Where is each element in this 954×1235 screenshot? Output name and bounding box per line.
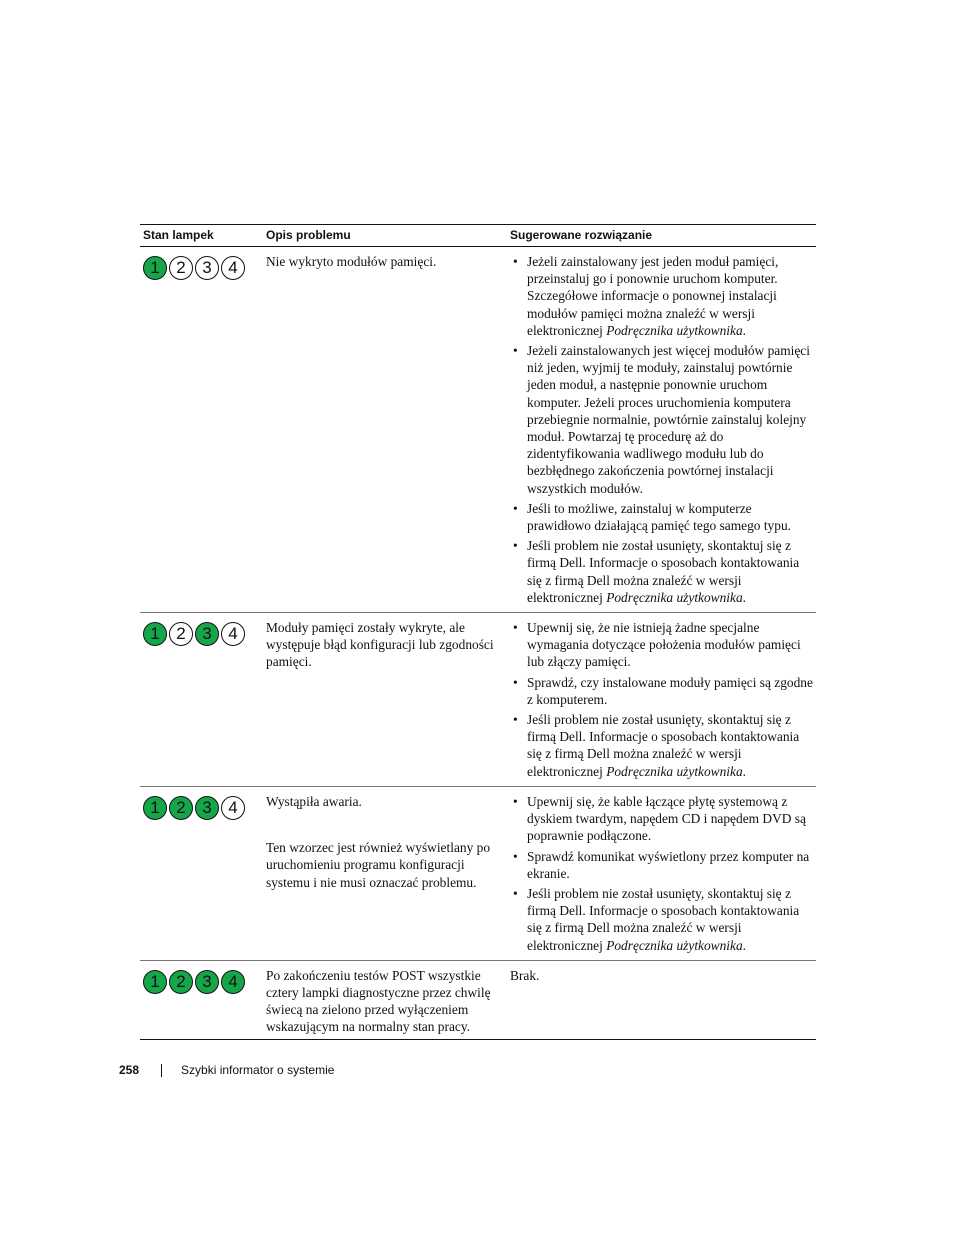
solution-list [510,793,816,954]
solution-text: Jeśli problem nie został usunięty, skontaktuj się z firmą Dell. Informacje o sposobach kontaktowania się z firmą Dell można znaleźć w wersji elektronicznej [527,885,800,953]
diagnostic-light-1-on-icon: 1 [143,796,167,820]
diagnostic-light-2-off-icon: 2 [169,256,193,280]
footer-title: Szybki informator o systemie [181,1063,335,1077]
solution-list [510,619,816,780]
table-row [140,786,816,960]
solution-text: Sprawdź komunikat wyświetlony przez komputer na ekranie. [527,848,810,881]
page-number: 258 [119,1063,140,1077]
solution-text: Jeżeli zainstalowany jest jeden moduł pamięci, przeinstaluj go i ponownie uruchom komputer. Szczegółowe informacje o ponownej instalacji modułów pamięci można znaleźć w wersji elektronicznej [527,254,779,338]
diagnostic-light-3-on-icon: 3 [195,970,219,994]
problem-description-text: Po zakończeniu testów POST wszystkie cztery lampki diagnostyczne przez chwilę świecą na zielono przed wyłączeniem wskazującym na normalny stan pracy. [266,967,491,1035]
solution-text: Jeśli to możliwe, zainstaluj w komputerze prawidłowo działającą pamięć tego samego typu. [527,500,791,534]
suggested-solution-cell [510,960,816,1039]
suggested-solution-cell [510,613,816,787]
manual-title-reference: Podręcznika użytkownika [606,937,743,953]
diagnostic-light-3-off-icon: 3 [195,256,219,280]
solution-item [510,619,816,671]
solution-list [510,253,816,606]
problem-description-cell [266,960,510,1039]
solution-item [510,885,816,954]
problem-description-text: Moduły pamięci zostały wykryte, ale występuje błąd konfiguracji lub zgodności pamięci. [266,620,494,670]
header-suggested-solution: Sugerowane rozwiązanie [510,225,816,247]
solution-text-end: . [742,763,747,779]
solution-text: Brak. [510,967,540,983]
header-light-status: Stan lampek [140,225,266,247]
diagnostic-light-4-on-icon: 4 [221,970,245,994]
diagnostic-lights-pattern [143,970,266,994]
solution-item [510,537,816,606]
diagnostic-light-2-on-icon: 2 [169,970,193,994]
diagnostic-light-4-off-icon: 4 [221,256,245,280]
solution-item [510,711,816,780]
solution-text: Sprawdź, czy instalowane moduły pamięci są zgodne z komputerem. [527,674,813,707]
diagnostic-light-1-on-icon: 1 [143,970,167,994]
problem-description-cell [266,786,510,960]
diagnostic-light-4-off-icon: 4 [221,796,245,820]
light-status-cell [140,247,266,613]
table-row [140,247,816,613]
diagnostic-lights-pattern [143,256,266,280]
solution-item [510,342,816,497]
solution-text-end: . [742,322,747,338]
solution-text: Upewnij się, że kable łączące płytę systemową z dyskiem twardym, napędem CD i napędem DVD są poprawnie podłączone. [527,793,806,844]
solution-text-end: . [742,589,747,605]
diagnostic-lights-pattern [143,796,266,820]
diagnostic-light-2-off-icon: 2 [169,622,193,646]
suggested-solution-cell [510,247,816,613]
light-status-cell [140,960,266,1039]
diagnostic-light-4-off-icon: 4 [221,622,245,646]
solution-text: Jeśli problem nie został usunięty, skontaktuj się z firmą Dell. Informacje o sposobach kontaktowania się z firmą Dell można znaleźć w wersji elektronicznej [527,538,800,605]
table-row [140,960,816,1039]
diagnostic-lights-pattern [143,622,266,646]
solution-text-end: . [742,937,747,953]
suggested-solution-cell [510,786,816,960]
problem-description-cell [266,613,510,787]
problem-description-cell [266,247,510,613]
solution-text: Jeśli problem nie został usunięty, skontaktuj się z firmą Dell. Informacje o sposobach kontaktowania się z firmą Dell można znaleźć w wersji elektronicznej [527,712,800,779]
solution-text: Jeżeli zainstalowanych jest więcej modułów pamięci niż jeden, wyjmij te moduły, zainstaluj powtórnie jeden moduł, a następnie ponownie uruchom komputer. Jeżeli proces uruchomienia komputera przebiegnie normalnie, powtórnie zainstaluj kolejny moduł. Powtarzaj tę procedurę aż do zidentyfikowania wadliwego modułu lub do bezbłędnego zakończenia powtórnej instalacji wszystkich modułów. [527,343,810,496]
problem-description-text: Nie wykryto modułów pamięci. [266,254,437,269]
diagnostic-light-1-on-icon: 1 [143,256,167,280]
diagnostic-light-3-on-icon: 3 [195,796,219,820]
footer-separator [161,1064,162,1077]
solution-item [510,793,816,845]
solution-item [510,500,816,534]
light-status-cell [140,786,266,960]
manual-title-reference: Podręcznika użytkownika [606,763,743,779]
table-body [140,247,816,1040]
solution-text: Upewnij się, że nie istnieją żadne specjalne wymagania dotyczące położenia modułów pamięci lub złączy pamięci. [527,620,801,670]
table-row [140,613,816,787]
light-status-cell [140,613,266,787]
solution-item [510,253,816,339]
diagnostic-light-1-on-icon: 1 [143,622,167,646]
manual-title-reference: Podręcznika użytkownika [606,322,743,338]
header-problem-description: Opis problemu [266,225,510,247]
solution-item [510,674,816,708]
manual-title-reference: Podręcznika użytkownika [606,589,743,605]
solution-item [510,848,816,882]
problem-description-text: Ten wzorzec jest również wyświetlany po uruchomieniu programu konfiguracji systemu i nie musi oznaczać problemu. [266,840,491,890]
diagnostic-lights-table [140,224,816,1040]
page-footer [119,1063,334,1077]
diagnostic-light-2-on-icon: 2 [169,796,193,820]
diagnostic-light-3-on-icon: 3 [195,622,219,646]
table-header-row [140,225,816,247]
problem-description-text: Wystąpiła awaria. [266,793,362,809]
